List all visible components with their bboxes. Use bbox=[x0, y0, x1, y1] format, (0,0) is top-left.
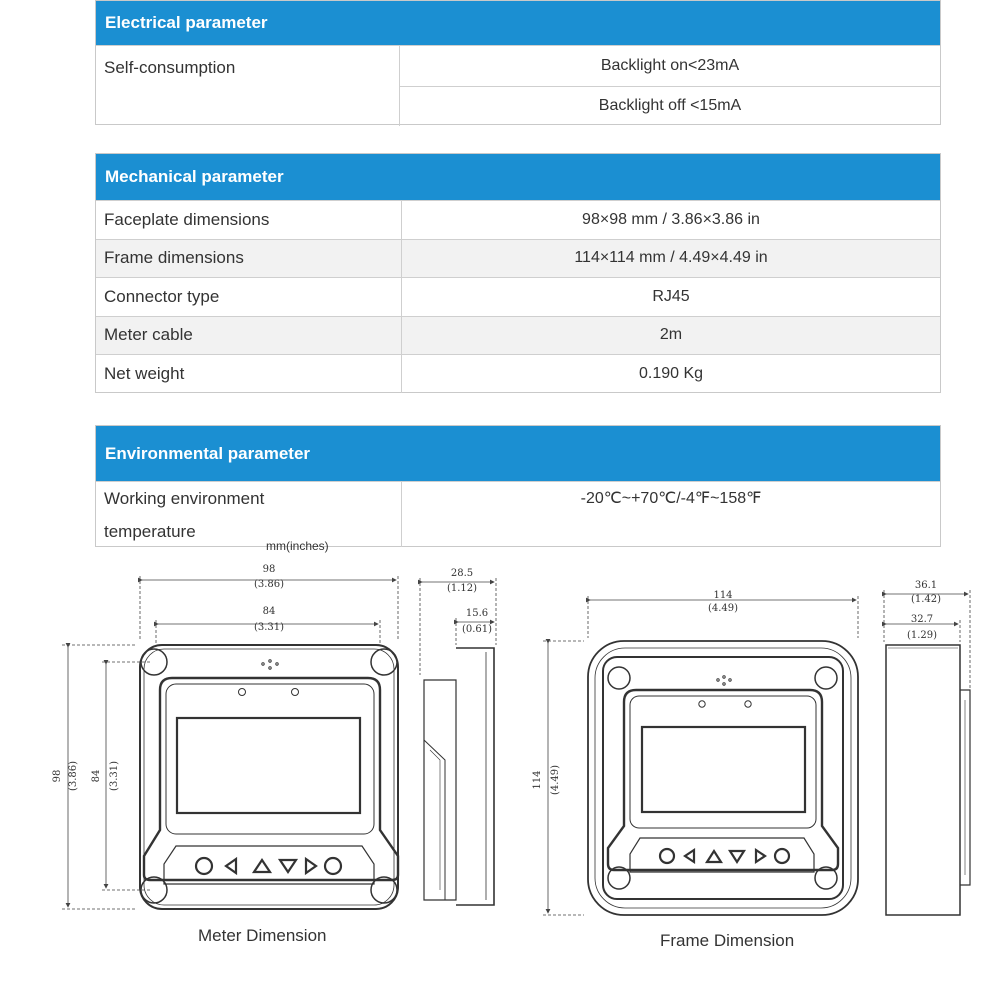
frame-dimension-lines bbox=[543, 596, 858, 915]
row-label: Connector type bbox=[96, 278, 402, 316]
row-label: Net weight bbox=[96, 355, 402, 393]
row-label: Meter cable bbox=[96, 317, 402, 355]
backlight-off-value: Backlight off <15mA bbox=[400, 86, 940, 127]
table-row bbox=[96, 277, 940, 316]
working-temperature-value: -20℃~+70℃/-4℉~158℉ bbox=[580, 490, 762, 507]
backlight-on-value: Backlight on<23mA bbox=[600, 56, 740, 74]
meter-inner-mm: 84 bbox=[262, 606, 276, 617]
mechanical-header: Mechanical parameter bbox=[96, 154, 940, 200]
meter-front-view bbox=[140, 645, 398, 909]
meter-side2-in: (0.61) bbox=[461, 624, 493, 635]
meter-inner-in: (3.31) bbox=[253, 622, 285, 633]
meter-height2-mm: 84 bbox=[91, 769, 102, 783]
unit-note: mm(inches) bbox=[266, 540, 329, 553]
frame-side-in: (1.42) bbox=[910, 594, 942, 605]
meter-height-mm: 98 bbox=[52, 769, 63, 783]
row-label: Faceplate dimensions bbox=[96, 201, 402, 239]
label-line-1: Working environment bbox=[104, 489, 265, 508]
meter-height2-in: (3.31) bbox=[109, 760, 120, 792]
meter-height-in: (3.86) bbox=[68, 760, 79, 792]
electrical-header: Electrical parameter bbox=[96, 1, 940, 45]
self-consumption-label: Self-consumption bbox=[96, 46, 400, 126]
row-label: Frame dimensions bbox=[96, 240, 402, 278]
row-value: 114×114 mm / 4.49×4.49 in bbox=[574, 249, 768, 267]
frame-front-view bbox=[588, 641, 858, 915]
meter-dimension-lines bbox=[62, 576, 398, 909]
row-value: 98×98 mm / 3.86×3.86 in bbox=[582, 210, 760, 228]
frame-height-mm: 114 bbox=[532, 770, 543, 790]
frame-side2-in: (1.29) bbox=[906, 630, 938, 641]
meter-side2-mm: 15.6 bbox=[465, 608, 489, 619]
table-row bbox=[96, 316, 940, 355]
meter-side-in: (1.12) bbox=[446, 583, 478, 594]
meter-width-in: (3.86) bbox=[253, 579, 285, 590]
table-row bbox=[96, 481, 940, 547]
frame-side-mm: 36.1 bbox=[914, 580, 938, 591]
frame-side-view bbox=[886, 645, 970, 915]
environmental-header: Environmental parameter bbox=[96, 426, 940, 481]
dimension-drawing bbox=[0, 540, 1000, 1000]
frame-dimension-caption: Frame Dimension bbox=[660, 931, 795, 950]
meter-side-mm: 28.5 bbox=[450, 568, 474, 579]
table-row bbox=[96, 354, 940, 393]
meter-width-mm: 98 bbox=[262, 564, 276, 575]
frame-height-in: (4.49) bbox=[550, 764, 561, 796]
mechanical-parameter-table bbox=[95, 153, 941, 393]
table-row bbox=[96, 200, 940, 239]
label-line-2: temperature bbox=[104, 522, 196, 541]
frame-side2-mm: 32.7 bbox=[910, 614, 934, 625]
working-temperature-label bbox=[96, 482, 402, 547]
meter-dimension-caption: Meter Dimension bbox=[198, 926, 327, 945]
frame-width-mm: 114 bbox=[713, 590, 733, 601]
table-row bbox=[96, 239, 940, 278]
row-value: RJ45 bbox=[652, 287, 690, 305]
meter-side-view bbox=[424, 648, 494, 905]
row-value: 2m bbox=[659, 326, 683, 344]
environmental-parameter-table bbox=[95, 425, 941, 547]
electrical-parameter-table bbox=[95, 0, 941, 125]
frame-width-in: (4.49) bbox=[707, 603, 739, 614]
row-value: 0.190 Kg bbox=[638, 364, 704, 382]
